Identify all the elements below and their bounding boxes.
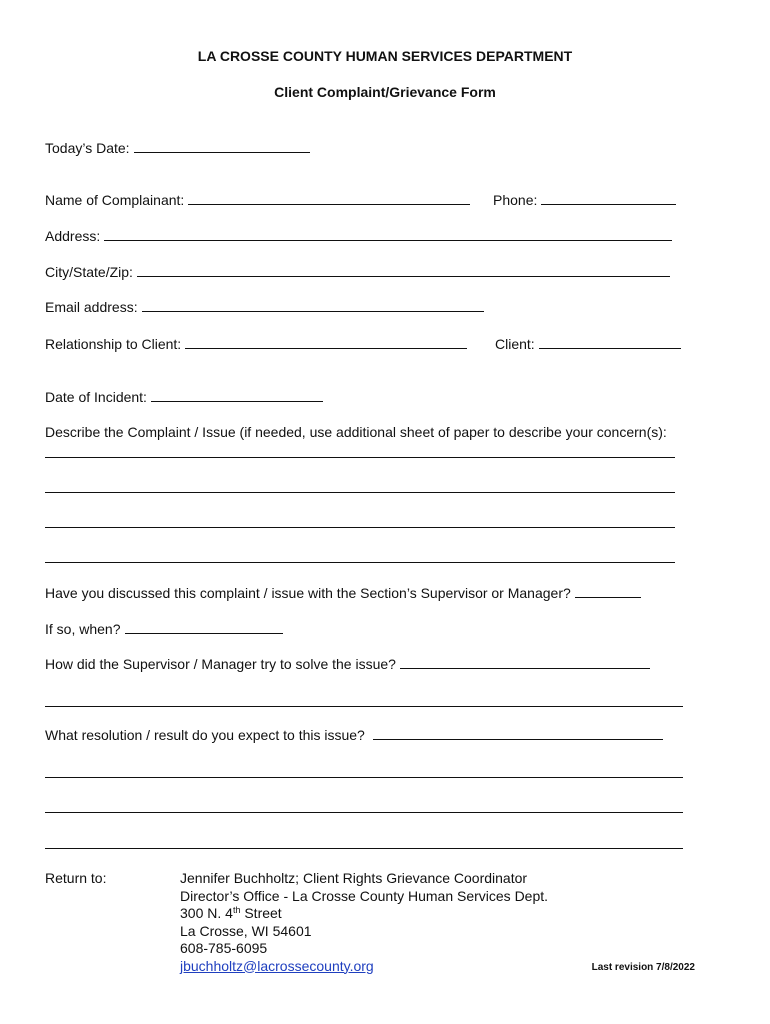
incident-date-field[interactable] (151, 388, 323, 402)
form-title: Client Complaint/Grievance Form (274, 84, 496, 100)
client-row (495, 335, 681, 352)
resolution-line-4[interactable] (45, 848, 683, 849)
describe-line-4[interactable] (45, 562, 675, 563)
email-field[interactable] (142, 298, 484, 312)
describe-label: Describe the Complaint / Issue (if needed, use additional sheet of paper to describe your concern(s): (45, 424, 667, 440)
supervisor-solve-label: How did the Supervisor / Manager try to solve the issue? (45, 656, 396, 672)
phone-row (493, 191, 676, 208)
relationship-field[interactable] (185, 335, 467, 349)
complainant-name-field[interactable] (188, 191, 470, 205)
relationship-row (45, 335, 467, 352)
discussed-field[interactable] (575, 584, 641, 598)
address-field[interactable] (104, 227, 672, 241)
resolution-line-2[interactable] (45, 777, 683, 778)
email-row (45, 298, 484, 315)
resolution-label: What resolution / result do you expect to this issue? (45, 727, 365, 743)
city-state-zip: La Crosse, WI 54601 (180, 922, 312, 939)
incident-date-row (45, 388, 323, 405)
return-address-block (180, 870, 548, 975)
todays-date-row (45, 139, 310, 156)
complainant-name-row (45, 191, 470, 208)
client-label: Client: (495, 336, 535, 352)
if-so-when-row (45, 620, 283, 637)
resolution-field[interactable] (373, 726, 663, 740)
incident-date-label: Date of Incident: (45, 389, 147, 405)
contact-email-link[interactable]: jbuchholtz@lacrossecounty.org (180, 957, 374, 974)
email-label: Email address: (45, 299, 138, 315)
if-so-when-label: If so, when? (45, 621, 121, 637)
discussed-label: Have you discussed this complaint / issue with the Section’s Supervisor or Manager? (45, 585, 571, 601)
city-state-zip-row (45, 263, 670, 280)
discussed-row (45, 584, 641, 601)
resolution-line-3[interactable] (45, 812, 683, 813)
resolution-row (45, 726, 663, 743)
describe-line-1[interactable] (45, 457, 675, 458)
phone-label: Phone: (493, 192, 538, 208)
city-state-zip-label: City/State/Zip: (45, 264, 133, 280)
relationship-label: Relationship to Client: (45, 336, 182, 352)
return-to-label: Return to: (45, 870, 107, 886)
complainant-name-label: Name of Complainant: (45, 192, 185, 208)
todays-date-field[interactable] (134, 139, 310, 153)
describe-line-3[interactable] (45, 527, 675, 528)
todays-date-label: Today’s Date: (45, 140, 130, 156)
supervisor-solve-row (45, 655, 650, 672)
client-field[interactable] (539, 335, 681, 349)
supervisor-solve-line-2[interactable] (45, 706, 683, 707)
revision-note: Last revision 7/8/2022 (591, 962, 695, 973)
phone-field[interactable] (541, 191, 676, 205)
city-state-zip-field[interactable] (137, 263, 670, 277)
office-name: Director’s Office - La Crosse County Human Services Dept. (180, 887, 549, 904)
if-so-when-field[interactable] (125, 620, 283, 634)
contact-phone: 608-785-6095 (180, 940, 268, 956)
describe-line-2[interactable] (45, 492, 675, 493)
address-label: Address: (45, 228, 101, 244)
department-heading: LA CROSSE COUNTY HUMAN SERVICES DEPARTMENT (197, 48, 573, 64)
supervisor-solve-field[interactable] (400, 655, 650, 669)
street-address: 300 N. 4th Street (180, 905, 282, 921)
coordinator-name: Jennifer Buchholtz; Client Rights Grievance Coordinator (180, 870, 528, 886)
address-row (45, 227, 672, 244)
